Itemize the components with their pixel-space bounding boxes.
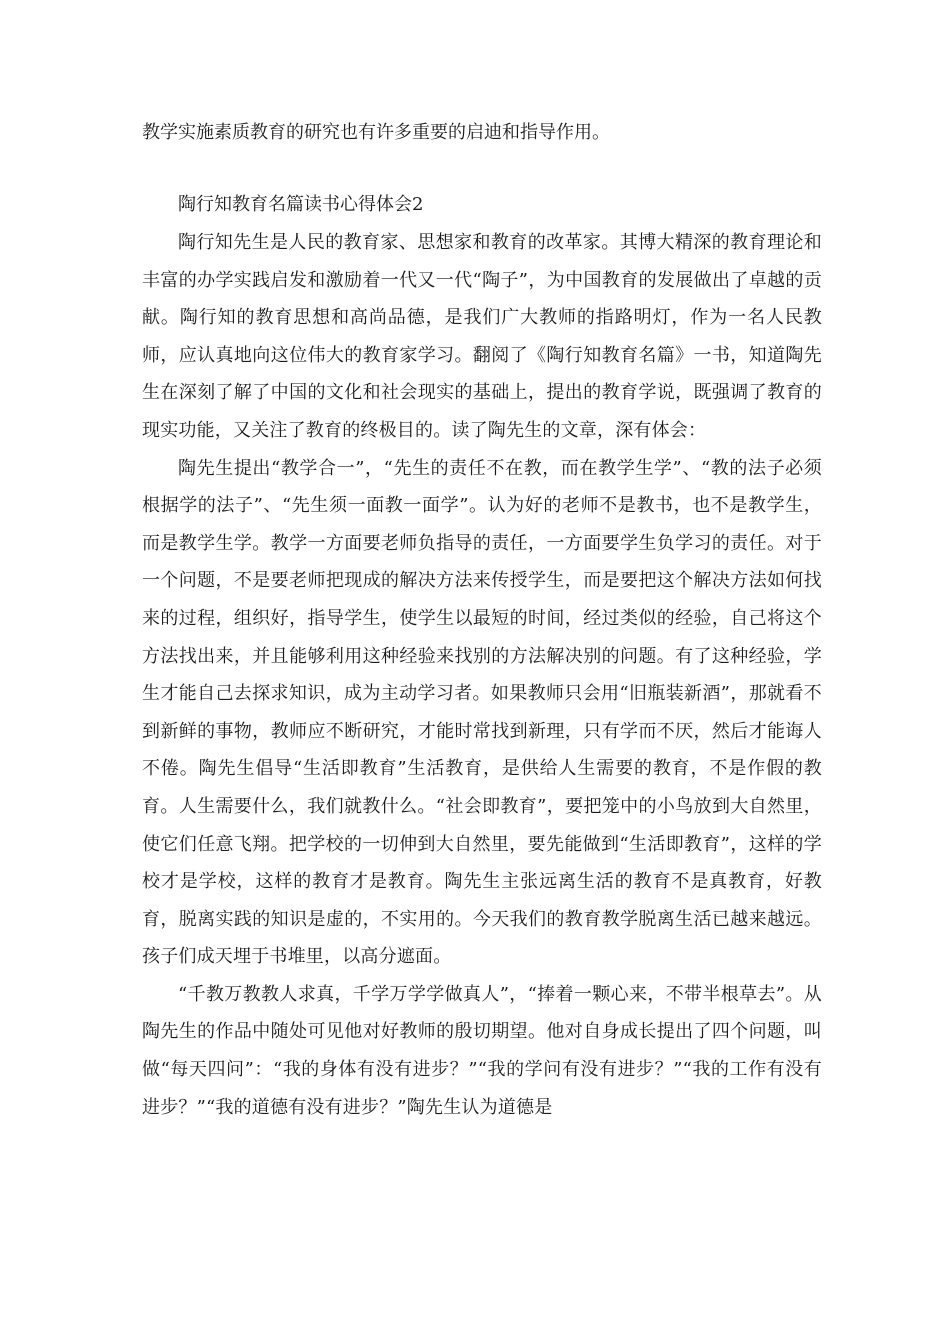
- paragraph-intro: 陶行知先生是人民的教育家、思想家和教育的改革家。其博大精深的教育理论和丰富的办学实践启发和激励着一代又一代“陶子”，为中国教育的发展做出了卓越的贡献。陶行知的教育思想和高尚品德，是我们广大教师的指路明灯，作为一名人民教师，应认真地向这位伟大的教育家学习。翻阅了《陶行知教育名篇》一书，知道陶先生在深刻了解了中国的文化和社会现实的基础上，提出的教育学说，既强调了教育的现实功能，又关注了教育的终极目的。读了陶先生的文章，深有体会：: [142, 232, 822, 441]
- lead-line: 教学实施素质教育的研究也有许多重要的启迪和指导作用。: [142, 122, 610, 143]
- paragraph-four-questions: “千教万教教人求真，千学万学学做真人”，“捧着一颗心来，不带半根草去”。从陶先生的作品中随处可见他对好教师的殷切期望。他对自身成长提出了四个问题，叫做“每天四问”：“我的身体有没有进步？”“我的学问有没有进步？”“我的工作有没有进步？”“我的道德有没有进步？”陶先生认为道德是: [142, 983, 822, 1118]
- paragraph-teaching-unity: 陶先生提出“教学合一”，“先生的责任不在教，而在教学生学”、“教的法子必须根据学的法子”、“先生须一面教一面学”。认为好的老师不是教书，也不是教学生，而是教学生学。教学一方面要老师负指导的责任，一方面要学生负学习的责任。对于一个问题，不是要老师把现成的解决方法来传授学生，而是要把这个解决方法如何找来的过程，组织好，指导学生，使学生以最短的时间，经过类似的经验，自己将这个方法找出来，并且能够利用这种经验来找别的方法解决别的问题。有了这种经验，学生才能自己去探求知识，成为主动学习者。如果教师只会用“旧瓶装新酒”，那就看不到新鲜的事物，教师应不断研究，才能时常找到新理，只有学而不厌，然后才能诲人不倦。陶先生倡导“生活即教育”生活教育，是供给人生需要的教育，不是作假的教育。人生需要什么，我们就教什么。“社会即教育”，要把笼中的小鸟放到大自然里，使它们任意飞翔。把学校的一切伸到大自然里，要先能做到“生活即教育”，这样的学校才是学校，这样的教育才是教育。陶先生主张远离生活的教育不是真教育，好教育，脱离实践的知识是虚的，不实用的。今天我们的教育教学脱离生活已越来越远。孩子们成天埋于书堆里，以高分遮面。: [142, 457, 822, 968]
- document-body: [142, 114, 822, 1126]
- section-heading: 陶行知教育名篇读书心得体会2: [178, 194, 424, 215]
